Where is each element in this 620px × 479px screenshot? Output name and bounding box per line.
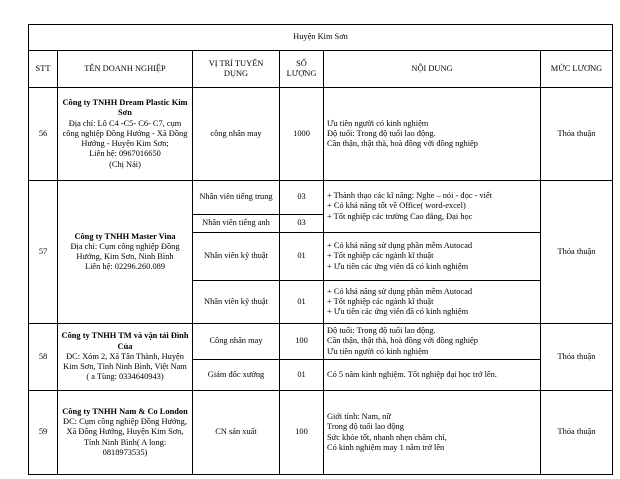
table-body <box>29 88 613 475</box>
recruitment-table <box>28 24 613 475</box>
content-line: Có 5 năm kinh nghiệm. Tốt nghiệp đại học trở lên. <box>327 369 497 379</box>
company-info: ĐC: Cụm công nghiệp Đồng Hướng, Xã Đồng Hướng, Huyện Kim Sơn, Tỉnh Ninh Bình( A long: 0818973535) <box>63 417 187 457</box>
job-content <box>324 360 541 391</box>
content-line: + Ưu tiên các ứng viên đã có kinh nghiệm <box>327 307 469 317</box>
company-name: Công ty TNHH TM và vận tải Đình Của <box>61 331 189 351</box>
salary-cell: Thỏa thuận <box>541 324 613 391</box>
header-company: TÊN DOANH NGHIỆP <box>58 51 193 88</box>
content-line: + Ưu tiên các ứng viên đã có kinh nghiệm <box>327 261 469 271</box>
job-position: Giám đốc xưởng <box>193 360 280 391</box>
row-stt: 57 <box>29 181 58 324</box>
company-info: Địa chỉ: Cụm công nghiệp Đồng Hướng, Kim Sơn, Ninh Bình <box>70 241 180 261</box>
job-position: Nhân viên tiếng anh <box>193 215 280 233</box>
content-line: + Thành thạo các kĩ năng: Nghe – nói - đọc - viết <box>327 191 493 201</box>
company-cell <box>58 391 193 475</box>
header-row <box>29 51 613 88</box>
job-quantity: 03 <box>280 181 324 215</box>
job-content <box>324 324 541 360</box>
salary-cell: Thỏa thuận <box>541 88 613 181</box>
job-position: Nhân viên kỹ thuật <box>193 281 280 324</box>
company-name: Công ty TNHH Nam & Co London <box>62 406 188 416</box>
job-position: Công nhân may <box>193 324 280 360</box>
content-line: Độ tuổi: Trong độ tuổi lao động. <box>327 128 436 138</box>
job-content <box>324 391 541 475</box>
company-info: Địa chỉ: Lô C4 -C5- C6- C7, cụm công nghiệp Đồng Hướng - Xã Đồng Hướng - Huyện Kim Sơn; <box>62 118 188 149</box>
content-line: + Tốt nghiệp các trường Cao đẳng, Đại học <box>327 211 473 221</box>
job-position: CN sản xuất <box>193 391 280 475</box>
content-line: Cần thận, thật thà, hoà đồng với đồng nghiệp <box>327 139 478 149</box>
company-name: Công ty TNHH Dream Plastic Kim Sơn <box>62 98 188 118</box>
content-line: Ưu tiên người có kinh nghiệm <box>327 118 429 128</box>
row-stt: 58 <box>29 324 58 391</box>
job-content <box>324 181 541 233</box>
job-quantity: 01 <box>280 233 324 281</box>
company-cell <box>58 324 193 391</box>
header-content: NỘI DUNG <box>324 51 541 88</box>
header-quantity: SỐ LƯỢNG <box>280 51 324 88</box>
content-line: Có kinh nghiệm may 1 năm trở lên <box>327 442 445 452</box>
job-content <box>324 233 541 281</box>
content-line: Ưu tiên người có kinh nghiệm <box>327 346 429 356</box>
content-line: Độ tuổi: Trong độ tuổi lao động. <box>327 326 436 336</box>
row-stt: 59 <box>29 391 58 475</box>
company-name: Công ty TNHH Master Vina <box>74 231 176 241</box>
company-cell <box>58 88 193 181</box>
job-quantity: 100 <box>280 324 324 360</box>
company-info: (Chị Nái) <box>109 159 141 169</box>
company-info: Liên hệ: 02296.260.089 <box>84 262 166 272</box>
job-content <box>324 281 541 324</box>
job-position: Nhân viên kỹ thuật <box>193 233 280 281</box>
content-line: + Có khả năng sử dụng phần mềm Autocad <box>327 286 473 296</box>
table-row <box>29 324 613 360</box>
content-line: Sức khỏe tốt, nhanh nhẹn chăm chỉ, <box>327 432 447 442</box>
district-title: Huyện Kim Sơn <box>29 25 613 51</box>
salary-cell: Thỏa thuận <box>541 181 613 324</box>
table-row <box>29 181 613 215</box>
header-salary: MỨC LƯƠNG <box>541 51 613 88</box>
header-position: VỊ TRÍ TUYỂN DỤNG <box>193 51 280 88</box>
company-info: Liên hệ: 0967016650 <box>89 149 161 159</box>
job-quantity: 100 <box>280 391 324 475</box>
job-quantity: 01 <box>280 281 324 324</box>
content-line: Trong độ tuổi lao động <box>327 422 404 432</box>
content-line: + Tốt nghiệp các ngành kĩ thuật <box>327 251 434 261</box>
content-line: Giới tính: Nam, nữ <box>327 412 391 421</box>
table-row <box>29 88 613 181</box>
company-cell <box>58 181 193 324</box>
content-line: + Có khả năng sử dụng phần mềm Autocad <box>327 241 473 251</box>
table-row <box>29 391 613 475</box>
row-stt: 56 <box>29 88 58 181</box>
content-line: + Tốt nghiệp các ngành kĩ thuật <box>327 296 434 306</box>
job-position: công nhân may <box>193 88 280 181</box>
job-content <box>324 88 541 181</box>
job-quantity: 03 <box>280 215 324 233</box>
content-line: + Có khả năng tốt về Office( word-excel) <box>327 201 466 211</box>
job-position: Nhân viên tiếng trung <box>193 181 280 215</box>
job-quantity: 1000 <box>280 88 324 181</box>
company-info: ĐC: Xóm 2, Xã Tân Thành, Huyện Kim Sơn, Tỉnh Ninh Bình, Việt Nam ( a Tùng: 0334640943) <box>63 351 187 382</box>
header-stt: STT <box>29 51 58 88</box>
content-line: Cần thận, thật thà, hoà đồng với đồng nghiệp <box>327 336 478 346</box>
salary-cell: Thỏa thuận <box>541 391 613 475</box>
job-quantity: 01 <box>280 360 324 391</box>
